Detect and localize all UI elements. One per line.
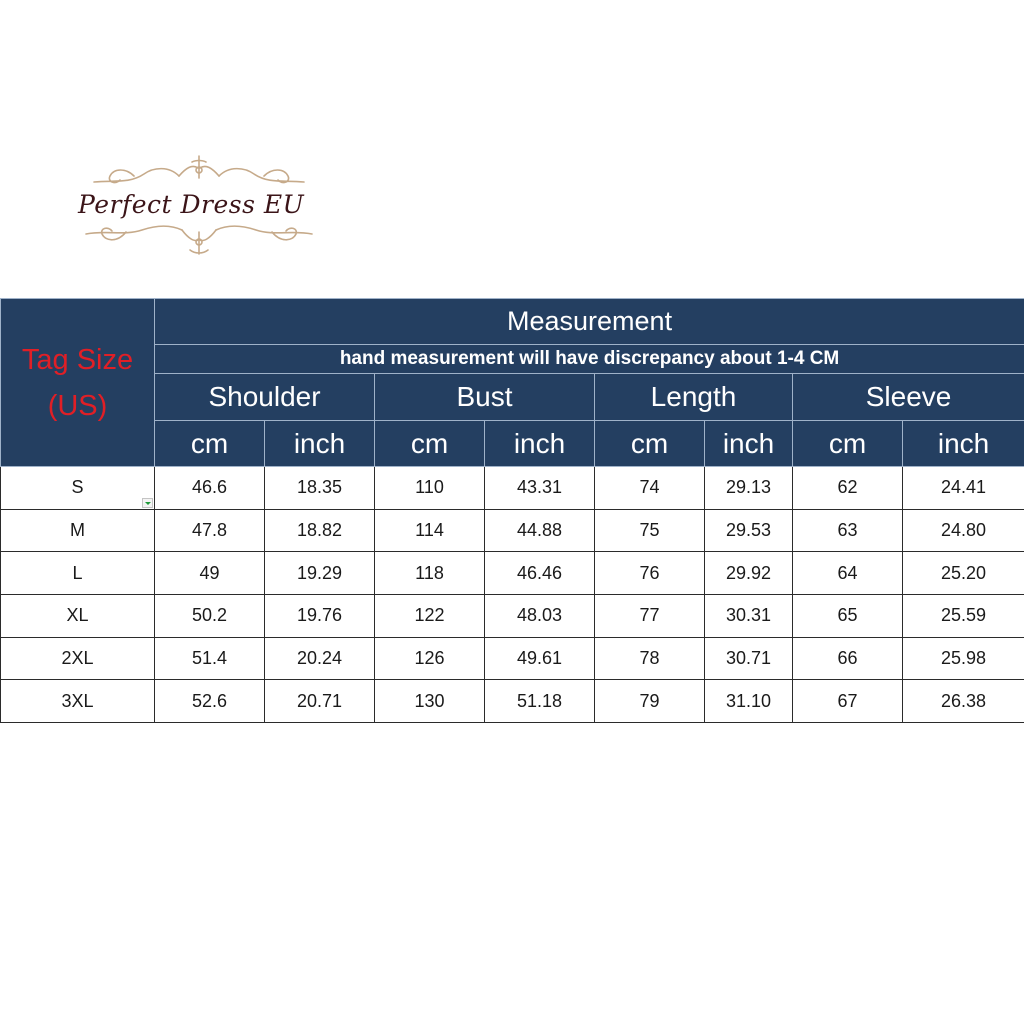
table-cell: 126 [375, 637, 485, 680]
table-cell: 65 [793, 595, 903, 638]
table-cell: 77 [595, 595, 705, 638]
table-cell: 110 [375, 467, 485, 510]
table-cell: 20.71 [265, 680, 375, 723]
table-cell: 62 [793, 467, 903, 510]
tag-size-header [1, 299, 155, 467]
table-cell: 66 [793, 637, 903, 680]
table-cell: 20.24 [265, 637, 375, 680]
table-cell: 51.18 [485, 680, 595, 723]
table-cell: 79 [595, 680, 705, 723]
unit-header: inch [705, 421, 793, 467]
table-cell: 48.03 [485, 595, 595, 638]
table-cell: 46.46 [485, 552, 595, 595]
size-cell: 3XL [1, 680, 155, 723]
size-cell: M [1, 509, 155, 552]
table-cell: 31.10 [705, 680, 793, 723]
table-cell: 19.76 [265, 595, 375, 638]
table-row [1, 637, 1024, 680]
table-row [1, 552, 1024, 595]
unit-header: cm [375, 421, 485, 467]
table-cell: 122 [375, 595, 485, 638]
table-cell: 43.31 [485, 467, 595, 510]
table-cell: 76 [595, 552, 705, 595]
table-cell: 64 [793, 552, 903, 595]
brand-name: Perfect Dress EU [78, 190, 305, 219]
table-cell: 47.8 [155, 509, 265, 552]
unit-header: cm [595, 421, 705, 467]
table-cell: 67 [793, 680, 903, 723]
table-cell: 118 [375, 552, 485, 595]
size-label: S [71, 477, 84, 498]
table-cell: 29.53 [705, 509, 793, 552]
group-sleeve: Sleeve [793, 374, 1024, 421]
table-cell: 25.59 [903, 595, 1024, 638]
table-cell: 26.38 [903, 680, 1024, 723]
table-cell: 63 [793, 509, 903, 552]
size-cell: L [1, 552, 155, 595]
table-row [1, 509, 1024, 552]
size-chart-table [0, 298, 1024, 723]
unit-header: cm [155, 421, 265, 467]
table-cell: 50.2 [155, 595, 265, 638]
table-row [1, 467, 1024, 510]
table-title: Measurement [155, 299, 1024, 345]
table-cell: 46.6 [155, 467, 265, 510]
size-cell[interactable] [1, 467, 155, 510]
table-cell: 24.41 [903, 467, 1024, 510]
table-cell: 29.13 [705, 467, 793, 510]
tag-size-region: (US) [47, 389, 108, 422]
unit-header: inch [903, 421, 1024, 467]
table-cell: 25.20 [903, 552, 1024, 595]
table-cell: 75 [595, 509, 705, 552]
size-cell: 2XL [1, 637, 155, 680]
group-shoulder: Shoulder [155, 374, 375, 421]
table-cell: 30.71 [705, 637, 793, 680]
brand-logo [74, 150, 324, 262]
table-cell: 130 [375, 680, 485, 723]
size-cell: XL [1, 595, 155, 638]
table-cell: 30.31 [705, 595, 793, 638]
unit-header: inch [485, 421, 595, 467]
table-cell: 18.35 [265, 467, 375, 510]
group-length: Length [595, 374, 793, 421]
table-cell: 24.80 [903, 509, 1024, 552]
tag-size-label: Tag Size [21, 343, 134, 376]
measurement-note: hand measurement will have discrepancy about 1-4 CM [155, 345, 1024, 374]
table-row [1, 595, 1024, 638]
table-cell: 74 [595, 467, 705, 510]
table-cell: 25.98 [903, 637, 1024, 680]
table-cell: 29.92 [705, 552, 793, 595]
table-cell: 18.82 [265, 509, 375, 552]
table-cell: 19.29 [265, 552, 375, 595]
table-cell: 114 [375, 509, 485, 552]
table-cell: 49 [155, 552, 265, 595]
unit-header: inch [265, 421, 375, 467]
table-row [1, 680, 1024, 723]
table-cell: 78 [595, 637, 705, 680]
table-cell: 49.61 [485, 637, 595, 680]
table-cell: 51.4 [155, 637, 265, 680]
dropdown-arrow-icon[interactable] [142, 498, 153, 508]
table-cell: 44.88 [485, 509, 595, 552]
group-bust: Bust [375, 374, 595, 421]
table-cell: 52.6 [155, 680, 265, 723]
unit-header: cm [793, 421, 903, 467]
